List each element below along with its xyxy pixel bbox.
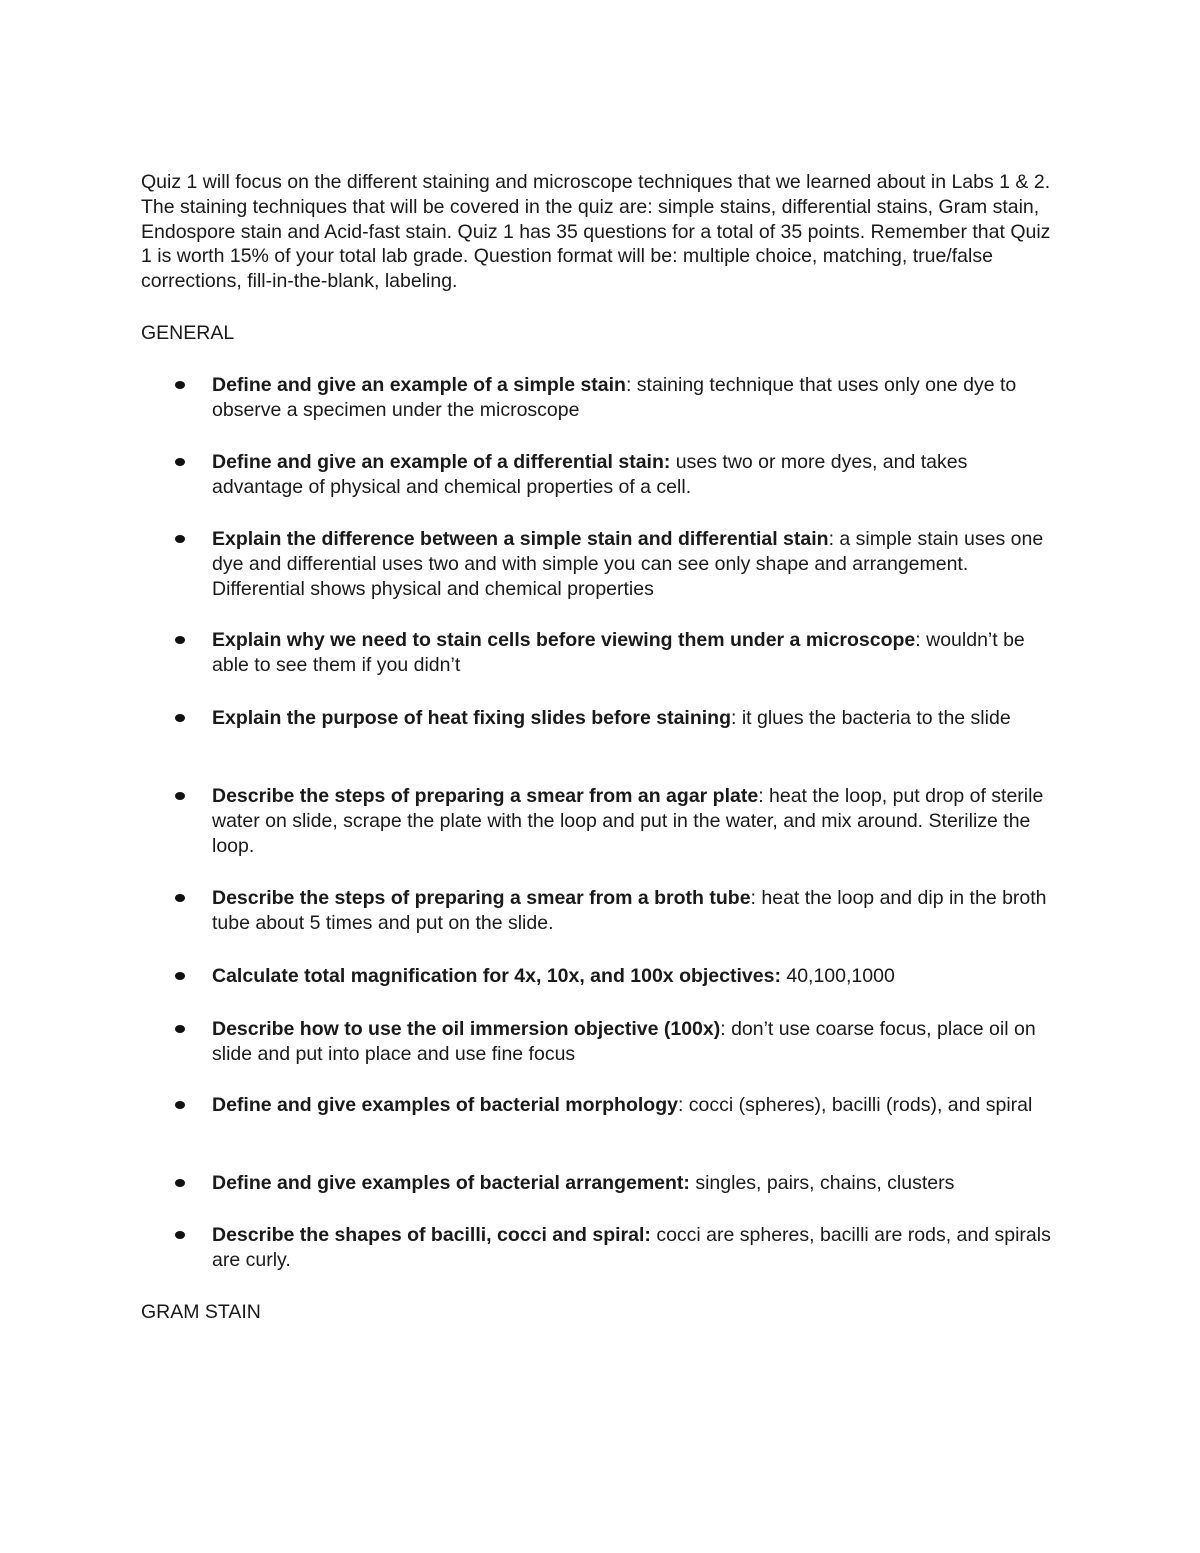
list-item (212, 1017, 1062, 1067)
bullet-icon (175, 535, 185, 543)
bullet-icon (175, 972, 185, 980)
list-item (212, 1093, 1062, 1118)
bullet-icon (175, 636, 185, 644)
question-term: Define and give an example of a simple stain (212, 374, 626, 396)
list-item (212, 706, 1062, 731)
bullet-icon (175, 1231, 185, 1239)
question-answer: : heat the loop, put drop of sterile water on slide, scrape the plate with the loop and put in the water, and mix around. Sterilize the loop. (212, 785, 1044, 857)
question-answer: : staining technique that uses only one dye to observe a specimen under the microscope (212, 374, 1017, 421)
bullet-icon (175, 1025, 185, 1033)
bullet-icon (175, 1101, 185, 1109)
question-term: Describe how to use the oil immersion objective (100x) (212, 1018, 721, 1040)
section-heading-gram-stain: GRAM STAIN (141, 1301, 261, 1323)
list-item (212, 964, 1062, 989)
list-item (212, 1171, 1062, 1196)
question-term: Explain the purpose of heat fixing slides before staining (212, 707, 731, 729)
question-answer: : wouldn’t be able to see them if you didn’t (212, 629, 1025, 676)
list-item (212, 527, 1062, 601)
section-heading-general: GENERAL (141, 322, 235, 344)
list-item (212, 450, 1062, 500)
list-item (212, 373, 1062, 423)
question-term: Define and give examples of bacterial morphology (212, 1094, 678, 1116)
bullet-icon (175, 792, 185, 800)
question-answer: cocci are spheres, bacilli are rods, and spirals are curly. (212, 1224, 1051, 1271)
question-term: Calculate total magnification for 4x, 10x, and 100x objectives: (212, 965, 781, 987)
list-item (212, 1223, 1062, 1273)
bullet-icon (175, 458, 185, 466)
bullet-icon (175, 381, 185, 389)
question-term: Describe the shapes of bacilli, cocci and spiral: (212, 1224, 651, 1246)
intro-paragraph: Quiz 1 will focus on the different staining and microscope techniques that we learned about in Labs 1 & 2. The staining techniques that will be covered in the quiz are: simple stains, differential stains, Gram stain, Endospore stain and Acid-fast stain. Quiz 1 has 35 questions for a total of 35 points. Remember that Quiz 1 is worth 15% of your total lab grade. Question format will be: multiple choice, matching, true/false corrections, fill-in-the-blank, labeling. (141, 171, 1051, 293)
list-item (212, 784, 1062, 858)
question-answer: : don’t use coarse focus, place oil on slide and put into place and use fine focus (212, 1018, 1036, 1065)
question-answer: uses two or more dyes, and takes advantage of physical and chemical properties of a cell. (212, 451, 968, 498)
question-term: Describe the steps of preparing a smear from an agar plate (212, 785, 759, 807)
bullet-icon (175, 714, 185, 722)
question-answer: : it glues the bacteria to the slide (731, 707, 1011, 729)
question-answer: : a simple stain uses one dye and differential uses two and with simple you can see only shape and arrangement. Differential shows physical and chemical properties (212, 528, 1044, 600)
list-item (212, 886, 1062, 936)
question-answer: 40,100,1000 (780, 965, 895, 987)
question-term: Explain the difference between a simple stain and differential stain (212, 528, 829, 550)
question-answer: : heat the loop and dip in the broth tube about 5 times and put on the slide. (212, 887, 1047, 934)
question-answer: : cocci (spheres), bacilli (rods), and spiral (677, 1094, 1033, 1116)
bullet-icon (175, 1179, 185, 1187)
list-item (212, 628, 1062, 678)
bullet-icon (175, 894, 185, 902)
question-term: Explain why we need to stain cells before viewing them under a microscope (212, 629, 916, 651)
question-term: Describe the steps of preparing a smear from a broth tube (212, 887, 751, 909)
question-term: Define and give an example of a differential stain: (212, 451, 671, 473)
question-term: Define and give examples of bacterial arrangement: (212, 1172, 690, 1194)
question-answer: singles, pairs, chains, clusters (689, 1172, 955, 1194)
